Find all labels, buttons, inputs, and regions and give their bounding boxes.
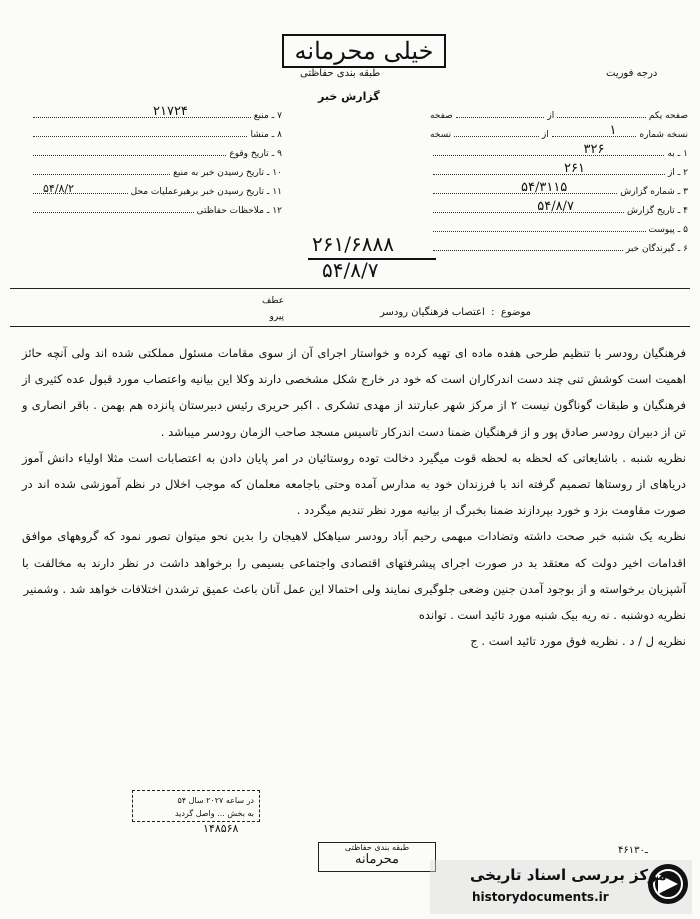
handwritten-date: ۵۴/۸/۷	[322, 258, 379, 282]
field-value: ۲۱۷۲۴	[153, 104, 188, 119]
body-paragraph: فرهنگیان رودسر با تنظیم طرحی هفده ماده ای تهیه کرده و خواستار اجرای آن از سوی مقامات مسئول مملکتی شده اند ولی آنچه حائز اهمیت است کوشش تنی چند دست اندرکاران است که خود در خارج شکل مشخصی دارند وکلا این بیانیه واعتصاب مورد قبول عده کثیری از فرهنگیان و طبقات گوناگون نیست ۲ از مرکز شهر عبارتند از مهدی تشکری . اکبر حریری رئیس دبیرستان پانزده هم بهمن . باقر انصاری و تن از دبیران رودسر صادق پور و از فرهنگیان ضمنا دست اندرکار تاسیس مسجد صاحب الزمان رودسر میباشد .	[22, 346, 687, 439]
field-row	[30, 197, 282, 216]
field-value: ۵۴/۸/۲	[43, 182, 75, 195]
field-row	[430, 159, 688, 178]
footer-title: مرکز بررسی اسناد تاریخی	[470, 866, 667, 884]
subject-label: موضوع	[500, 307, 532, 318]
field-label: ۳ ـ شماره گزارش	[620, 187, 688, 197]
field-label: ۱۰ ـ تاریخ رسیدن خبر به منبع	[173, 168, 282, 178]
receipt-stamp	[132, 790, 260, 822]
atf-text: عطف	[262, 296, 285, 306]
field-label: ۴ ـ تاریخ گزارش	[626, 206, 688, 216]
field-value: ۵۴/۸/۷	[537, 199, 574, 214]
classification-stamp-bottom	[318, 842, 436, 872]
field-row	[30, 178, 282, 197]
field-row	[430, 121, 688, 140]
field-label: ۱۲ ـ ملاحظات حفاظتی	[196, 206, 282, 216]
field-label: ۲ ـ از	[667, 168, 688, 178]
stamp-bottom-label: طبقه بندی حفاظتی	[344, 843, 410, 852]
field-value: ۲۶۱	[563, 161, 585, 176]
body-paragraph: نظریه ل / د . نظریه فوق مورد تائید است . ج	[470, 634, 686, 649]
peyro-text: پیرو	[269, 312, 285, 322]
field-label: ۹ ـ تاریخ وقوع	[229, 149, 282, 159]
right-fields	[430, 102, 688, 254]
form-title: گزارش خبر	[318, 90, 380, 103]
atf-label	[262, 296, 284, 322]
handwritten-number: ۲۶۱/۶۸۸۸	[312, 232, 394, 256]
left-fields	[30, 102, 282, 216]
stamp-bottom-value: محرمانه	[354, 852, 400, 867]
footer-url: historydocuments.ir	[472, 890, 609, 904]
field-row	[430, 102, 688, 121]
field-row	[430, 216, 688, 235]
body-paragraph: نظریه شنبه . باشایعاتی که لحظه به لحظه قوت میگیرد دخالت توده روستائیان در امر پایان دادن به اعتصابات است مثلا اولیاء دانش آموز دریاهای از روستاها تصمیم گرفته اند با فرزندان خود به مدارس آمده وحتی باجامعه معلمان که موجب اخلال در نظم آموزشی شده اند در صورت مقاومت بزد و خورد بپردازند ضمنا بخبرگ از بیانیه مورد نظر تندیم میگردد .	[22, 450, 686, 518]
field-label: ۶ ـ گیرندگان خبر	[625, 244, 688, 254]
field-label: ۷ ـ منبع	[253, 111, 282, 121]
body-paragraph: نظریه یک شنبه خبر صحت داشته وتضادات مبهمی رحیم آباد رودسر سیاهکل لاهیجان را بدین نحو میتوان تصور نمود که گروههای موافق اقدامات اخیر دولت که معتقد بد در صورت اجرای پیشرفتهای اقتصادی واجتماعی بسیمی را برخواهد داشت در نظر دارند به مخالفت با آشپزیان برخواسته و از بوجود آمدن جنین وضعی جلوگیری نمایند ولی احتمالا این عمل آنان باعث عمیق ترشدن اختلافات خواهد شد . وشمنیر	[22, 529, 686, 596]
body-paragraph: نظریه دوشنبه . نه ریه بیک شنبه مورد تائید است . توانده	[418, 608, 686, 623]
receipt-stamp-line: در ساعه ۲۰۲۷ سال ۵۴	[177, 796, 254, 805]
field-label: ۵ ـ پیوست	[648, 225, 688, 235]
divider	[10, 288, 690, 289]
field-end: نسخه	[429, 130, 452, 140]
field-end: صفحه	[429, 111, 453, 121]
field-mid: از	[547, 111, 555, 121]
classification-stamp: خیلی محرمانه	[282, 34, 446, 68]
field-mid: از	[541, 130, 549, 140]
field-row	[30, 140, 282, 159]
field-row	[430, 140, 688, 159]
field-label: ۸ ـ منشا	[250, 130, 282, 140]
urgency-label: درجه فوریت	[606, 68, 658, 79]
field-row	[30, 121, 282, 140]
field-label: صفحه یکم	[648, 111, 688, 121]
field-row	[30, 159, 282, 178]
field-value: ۱	[609, 123, 617, 138]
field-label: ۱۱ ـ تاریخ رسیدن خبر برهبرعملیات محل	[130, 187, 282, 197]
classification-subtitle: طبقه بندی حفاظتی	[300, 68, 381, 79]
field-label: ۱ ـ به	[667, 149, 688, 159]
document-code: ۴۶ـ۱۳۰	[618, 845, 648, 856]
field-value: ۳۲۶	[583, 142, 605, 157]
field-row	[430, 197, 688, 216]
receipt-stamp-line: به بخش ... واصل گردید	[174, 809, 254, 818]
field-row	[430, 178, 688, 197]
reference-number: ۱۴۸۵۶۸	[203, 822, 239, 835]
divider	[10, 326, 690, 327]
field-label: نسخه شماره	[639, 130, 688, 140]
field-row	[30, 102, 282, 121]
field-value: ۵۴/۳۱۱۵	[521, 180, 568, 195]
subject-value: اعتصاب فرهنگیان رودسر	[380, 307, 485, 318]
subject-line: موضوع : اعتصاب فرهنگیان رودسر	[380, 307, 532, 318]
field-row	[430, 235, 688, 254]
report-body	[22, 340, 686, 654]
